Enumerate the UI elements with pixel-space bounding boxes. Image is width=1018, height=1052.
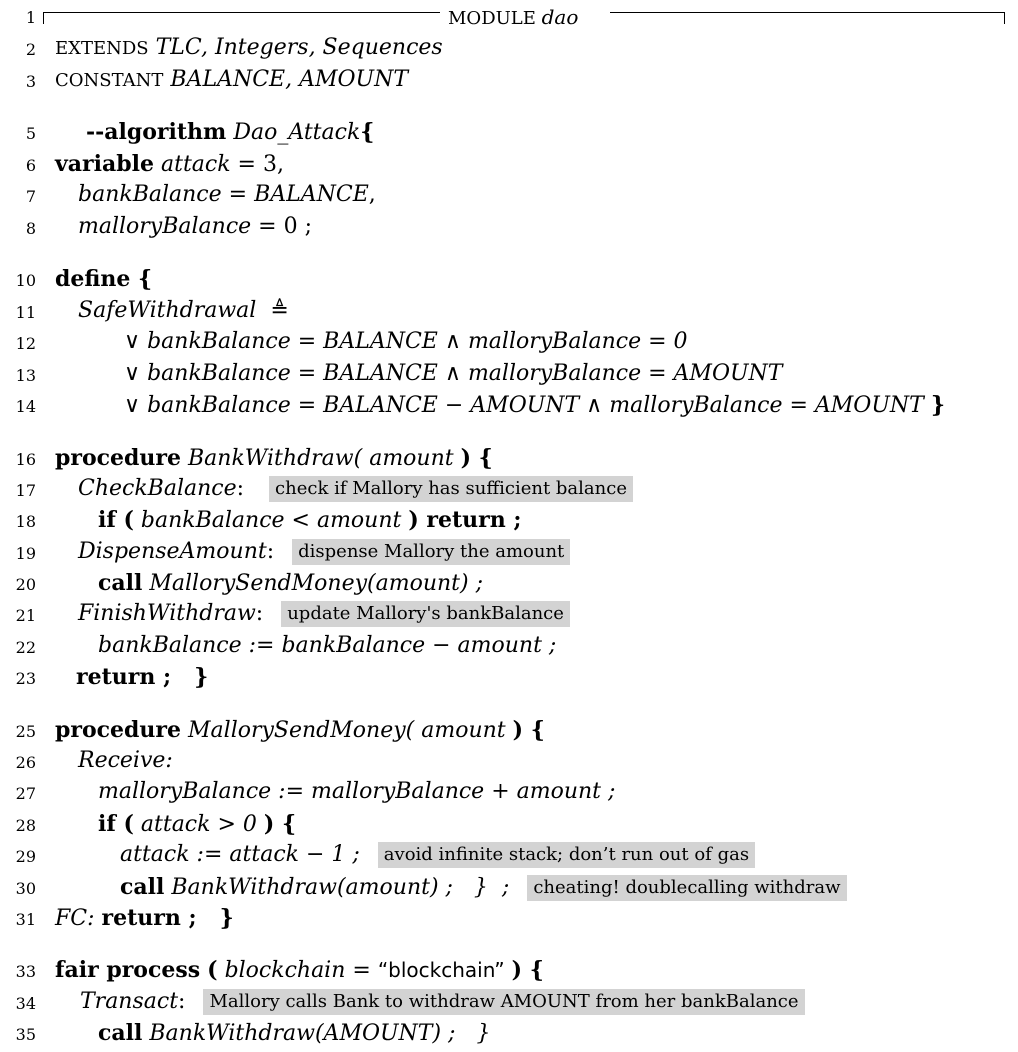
algorithm-line: --algorithm Dao_Attack{	[86, 119, 375, 145]
label-finishwithdraw: FinishWithdraw	[78, 601, 256, 626]
if-keyword: if (	[98, 507, 134, 533]
comment-cheating: cheating! doublecalling withdraw	[527, 875, 846, 901]
line-number: 18	[15, 512, 36, 531]
header-left-tick	[43, 12, 44, 24]
bankwithdraw-header	[55, 444, 493, 473]
if-open: ) {	[263, 811, 297, 837]
call-transact-line	[98, 1019, 490, 1048]
process-string: “blockchain”	[377, 958, 505, 982]
disjunct-2: ∨ bankBalance = BALANCE ∧ malloryBalance = AMOUNT	[124, 361, 783, 386]
header-rule-left	[43, 12, 440, 13]
line-number: 19	[15, 544, 36, 563]
process-open: ) {	[511, 957, 544, 983]
label-finish-line: FinishWithdraw: update Mallory's bankBalance	[78, 600, 570, 628]
label-transact: Transact	[80, 989, 179, 1014]
constant-line	[55, 66, 408, 95]
defeq-symbol: ≜	[270, 298, 289, 323]
line-number: 16	[15, 450, 36, 469]
line-number: 26	[15, 753, 36, 772]
line-number: 13	[15, 366, 36, 385]
return-keyword: return ; }	[101, 905, 234, 931]
procedure-keyword: procedure	[55, 717, 182, 743]
fc-line	[55, 904, 234, 933]
line-number: 5	[25, 124, 36, 143]
call-keyword: call	[120, 874, 165, 900]
extends-line	[55, 34, 443, 63]
line-number: 14	[15, 397, 36, 416]
label-dispense-line: DispenseAmount: dispense Mallory the amount	[78, 538, 570, 566]
label-dispenseamount: DispenseAmount	[78, 539, 267, 564]
mallorysend-header	[55, 716, 545, 745]
var-attack-value: = 3,	[230, 152, 284, 177]
line-number: 2	[25, 40, 36, 59]
if-keyword: if (	[98, 811, 134, 837]
extends-keyword: EXTENDS	[55, 38, 149, 59]
constant-names: BALANCE, AMOUNT	[170, 67, 408, 92]
return-end: return ; }	[76, 664, 209, 690]
line-number: 20	[15, 575, 36, 594]
line-number: 8	[25, 219, 36, 238]
var-mallorybalance-value: = 0 ;	[251, 214, 313, 239]
constant-keyword: CONSTANT	[55, 70, 164, 91]
line-number: 25	[15, 722, 36, 741]
define-keyword: define {	[55, 266, 153, 292]
var-bankbalance	[78, 181, 376, 209]
label-fc: FC:	[55, 906, 95, 931]
return-keyword: ) return ;	[408, 507, 522, 533]
call-bankwithdraw-line	[120, 873, 847, 902]
disjunct-3	[124, 391, 945, 420]
variable-line	[55, 150, 284, 179]
var-bankbalance-expr: bankBalance = BALANCE	[78, 182, 369, 207]
variable-keyword: variable	[55, 151, 154, 177]
process-open-paren: (	[207, 957, 218, 983]
disjunct-3-expr: ∨ bankBalance = BALANCE − AMOUNT ∧ malloryBalance = AMOUNT	[124, 393, 924, 418]
extends-modules: TLC, Integers, Sequences	[155, 35, 443, 60]
line-number: 17	[15, 481, 36, 500]
define-close: }	[930, 392, 945, 418]
algorithm-keyword: --algorithm	[86, 119, 227, 145]
label-checkbalance-line: CheckBalance: check if Mallory has sufficient balance	[78, 475, 633, 503]
line-number: 23	[15, 669, 36, 688]
line-number: 6	[25, 156, 36, 175]
label-transact-line: Transact: Mallory calls Bank to withdraw AMOUNT from her bankBalance	[80, 988, 805, 1016]
comment-finish: update Mallory's bankBalance	[281, 601, 570, 627]
line-number: 34	[15, 994, 36, 1013]
line-number: 31	[15, 910, 36, 929]
procedure-name: MallorySendMoney(	[188, 718, 415, 743]
call-expression: BankWithdraw(AMOUNT) ; }	[149, 1021, 491, 1046]
call-expression: MallorySendMoney(amount) ;	[149, 571, 483, 596]
var-mallorybalance-name: malloryBalance	[78, 214, 252, 239]
if-balance-line	[98, 506, 522, 535]
line-number: 29	[15, 847, 36, 866]
decrement-attack: attack := attack − 1 ;	[120, 842, 360, 867]
line-number: 12	[15, 334, 36, 353]
call-expression: BankWithdraw(amount) ; } ;	[171, 875, 510, 900]
line-number: 22	[15, 638, 36, 657]
call-mallory-line	[98, 569, 483, 598]
comment-transact: Mallory calls Bank to withdraw AMOUNT from her bankBalance	[203, 989, 804, 1015]
procedure-name: BankWithdraw(	[188, 446, 363, 471]
decrement-attack-line	[120, 841, 755, 869]
line-number: 33	[15, 962, 36, 981]
line-number: 30	[15, 879, 36, 898]
line-number: 3	[25, 72, 36, 91]
var-attack: attack	[160, 152, 231, 177]
procedure-keyword: procedure	[55, 445, 182, 471]
var-mallorybalance	[78, 213, 312, 241]
header-rule-right	[610, 12, 1004, 13]
safewithdrawal-def	[78, 297, 289, 325]
header-right-tick	[1004, 12, 1005, 24]
if-condition: bankBalance < amount	[140, 508, 402, 533]
if-attack-line	[98, 810, 296, 839]
assign-bankbalance: bankBalance := bankBalance − amount ;	[98, 633, 557, 658]
module-header	[448, 5, 578, 29]
call-keyword: call	[98, 570, 143, 596]
procedure-param: amount	[421, 718, 506, 743]
label-receive: Receive:	[78, 748, 173, 773]
comment-stack: avoid infinite stack; don’t run out of gas	[378, 842, 755, 868]
module-name: dao	[541, 5, 579, 29]
line-number: 10	[15, 271, 36, 290]
procedure-open: ) {	[460, 445, 493, 471]
module-keyword: MODULE	[448, 8, 536, 29]
label-checkbalance: CheckBalance	[78, 476, 237, 501]
process-header	[55, 956, 544, 985]
line-number: 11	[15, 303, 36, 322]
line-number: 27	[15, 784, 36, 803]
assign-mallorybalance: malloryBalance := malloryBalance + amount ;	[98, 779, 616, 804]
line-number: 28	[15, 816, 36, 835]
call-keyword: call	[98, 1020, 143, 1046]
process-eq: =	[345, 958, 378, 983]
var-bankbalance-tail: ,	[368, 182, 376, 207]
disjunct-1: ∨ bankBalance = BALANCE ∧ malloryBalance = 0	[124, 329, 688, 354]
comment-dispense: dispense Mallory the amount	[292, 539, 570, 565]
procedure-open: ) {	[512, 717, 545, 743]
comment-checkbalance: check if Mallory has sufficient balance	[269, 476, 633, 502]
line-number: 21	[15, 606, 36, 625]
line-number: 35	[15, 1025, 36, 1044]
line-number: 1	[25, 8, 36, 27]
process-keyword: fair process	[55, 957, 201, 983]
safewithdrawal-name: SafeWithdrawal	[78, 298, 257, 323]
if-condition: attack > 0	[140, 812, 257, 837]
algorithm-name: Dao_Attack	[233, 120, 361, 145]
line-number: 7	[25, 187, 36, 206]
process-var: blockchain	[224, 958, 346, 983]
procedure-param: amount	[369, 446, 454, 471]
